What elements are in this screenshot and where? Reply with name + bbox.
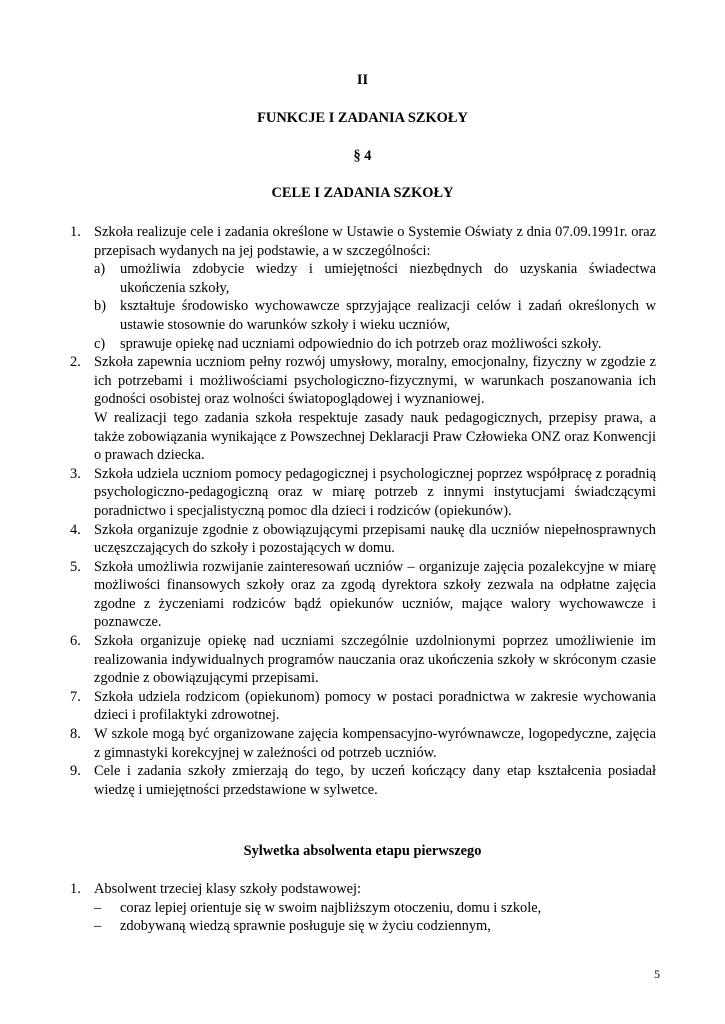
profile-heading: Sylwetka absolwenta etapu pierwszego xyxy=(243,843,482,859)
sub-item: a) umożliwia zdobycie wiedzy i umiejętności niezbędnych do uzyskania świadectwa ukończenia szkoły, xyxy=(94,261,656,296)
list-item: 6. Szkoła organizuje opiekę nad uczniami szczególnie uzdolnionymi poprzez umożliwienie im realizowania indywidualnych programów nauczania oraz ukończenia szkoły w skróconym czasie zgodnie z obowiązującymi przepisami. xyxy=(70,633,656,687)
bullet-item: – coraz lepiej orientuje się w swoim najbliższym otoczeniu, domu i szkole, xyxy=(94,899,542,916)
section-title: CELE I ZADANIA SZKOŁY xyxy=(271,185,454,201)
sub-item: b) kształtuje środowisko wychowawcze sprzyjające realizacji celów i zadań określonych w ustawie stosownie do warunków szkoły i wieku uczniów, xyxy=(94,298,656,333)
list-item: 3. Szkoła udziela uczniom pomocy pedagogicznej i psychologicznej poprzez współpracę z poradnią psychologiczno-pedagogiczną oraz w miarę potrzeb z innymi instytucjami świadczącymi poradnictwo i specjalistyczną pomoc dla dzieci i rodziców (opiekunów). xyxy=(70,465,656,519)
chapter-numeral: II xyxy=(356,72,369,88)
goals-list xyxy=(70,223,656,799)
list-item: 5. Szkoła umożliwia rozwijanie zainteresowań uczniów – organizuje zajęcia pozalekcyjne w miarę możliwości finansowych szkoły oraz za zgodą dyrektora szkoły zezwala na odpłatne zajęcia zgodne z życzeniami rodziców bądź opiekunów uczniów, mające walory wychowawcze i poznawcze. xyxy=(70,558,656,631)
chapter-title: FUNKCJE I ZADANIA SZKOŁY xyxy=(257,110,468,126)
list-item: 4. Szkoła organizuje zgodnie z obowiązującymi przepisami naukę dla uczniów niepełnosprawnych uczęszczających do szkoły i pozostających w domu. xyxy=(70,521,656,557)
list-item: 1. Szkoła realizuje cele i zadania określone w Ustawie o Systemie Oświaty z dnia 07.09.1991r. oraz przepisach wydanych na jej podstawie, a w szczególności: a) umożliwia zdobycie wiedzy i umiejętności niezbędnych do uzyskania świadectwa ukończenia szkoły, b) kształtuje środowisko wychowawcze sprzyjające realizacji celów i zadań określonych w ustawie stosownie do warunków szkoły i wieku uczniów, c) sprawuje opiekę nad uczniami odpowiednio do ich potrzeb oraz możliwości szkoły. xyxy=(70,224,656,352)
profile-list xyxy=(70,880,656,936)
section-mark: § 4 xyxy=(353,148,372,164)
bullet-item: – zdobywaną wiedzą sprawnie posługuje się w życiu codziennym, xyxy=(94,918,491,935)
sub-item: c) sprawuje opiekę nad uczniami odpowiednio do ich potrzeb oraz możliwości szkoły. xyxy=(94,335,602,352)
list-item: 8. W szkole mogą być organizowane zajęcia kompensacyjno-wyrównawcze, logopedyczne, zajęcia z gimnastyki korekcyjnej w zależności od potrzeb uczniów. xyxy=(70,726,656,761)
list-item: 7. Szkoła udziela rodzicom (opiekunom) pomocy w postaci poradnictwa w zakresie wychowania dzieci i profilaktyki zdrowotnej. xyxy=(70,688,656,724)
list-item: 9. Cele i zadania szkoły zmierzają do tego, by uczeń kończący dany etap kształcenia posiadał wiedzę i umiejętności przedstawione w sylwetce. xyxy=(70,763,656,798)
list-item: 2. Szkoła zapewnia uczniom pełny rozwój umysłowy, moralny, emocjonalny, fizyczny w zgodzie z ich potrzebami i możliwościami psychologiczno-fizycznymi, w warunkach poszanowania ich godności osobistej oraz wolności światopoglądowej i wyznaniowej. W realizacji tego zadania szkoła respektuje zasady nauk pedagogicznych, przepisy prawa, a także zobowiązania wynikające z Powszechnej Deklaracji Praw Człowieka ONZ oraz Konwencji o prawach dziecka. xyxy=(70,354,656,464)
page-number: 5 xyxy=(654,967,660,981)
list-item: 1. Absolwent trzeciej klasy szkoły podstawowej: – coraz lepiej orientuje się w swoim najbliższym otoczeniu, domu i szkole, – zdobywaną wiedzą sprawnie posługuje się w życiu codziennym, xyxy=(70,880,656,936)
